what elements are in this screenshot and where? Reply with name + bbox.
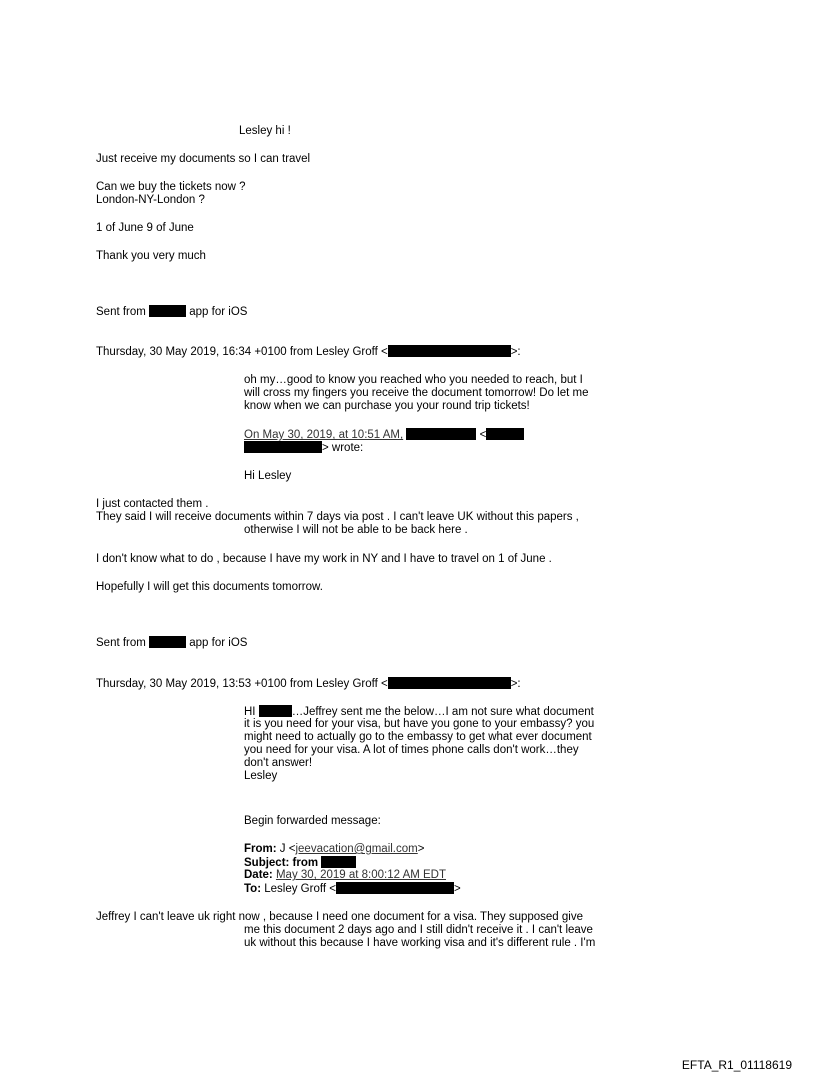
reply-signature: Lesley — [244, 770, 278, 782]
header-text: Thursday, 30 May 2019, 16:34 +0100 from Lesley Groff < — [96, 346, 388, 358]
sent-from-line — [96, 636, 247, 650]
redaction-box — [336, 882, 454, 894]
header-text: Thursday, 30 May 2019, 13:53 +0100 from Lesley Groff < — [96, 678, 388, 690]
quote-line-2 — [244, 441, 363, 455]
reply-line: you need for your visa. A lot of times phone calls don't work…they — [244, 744, 579, 756]
body-line: Jeffrey I can't leave uk right now , because I need one document for a visa. They supposed give — [96, 911, 583, 923]
email-header — [96, 345, 521, 359]
fwd-from-line — [244, 843, 424, 856]
redaction-box — [486, 428, 524, 440]
reply-line: don't answer! — [244, 757, 313, 769]
sent-from-suffix: app for iOS — [189, 637, 248, 649]
redaction-box — [321, 856, 356, 868]
fwd-subject-line — [244, 856, 356, 870]
fwd-to-end: > — [453, 883, 461, 895]
body-line: Hopefully I will get this documents tomorrow. — [96, 581, 323, 593]
sent-from-prefix: Sent from — [96, 637, 146, 649]
quote-wrote: > wrote: — [322, 442, 364, 454]
fwd-from-end: > — [417, 843, 425, 855]
email-header — [96, 677, 521, 691]
reply-line: it is you need for your visa, but have you gone to your embassy? you — [244, 718, 595, 730]
greeting: Lesley hi ! — [239, 125, 291, 137]
body-line: uk without this because I have working visa and it's different rule . I'm — [244, 937, 596, 949]
body-line: I don't know what to do , because I have my work in NY and I have to travel on 1 of June . — [96, 553, 552, 565]
redaction-box — [244, 441, 322, 453]
reply-line: oh my…good to know you reached who you needed to reach, but I — [244, 374, 583, 386]
fwd-to-line — [244, 882, 461, 896]
reply-line — [244, 705, 594, 719]
fwd-date-value: May 30, 2019 at 8:00:12 AM EDT — [275, 869, 447, 881]
redaction-box — [388, 345, 511, 357]
body-line: Thank you very much — [96, 250, 206, 262]
redaction-box — [388, 677, 511, 689]
body-line: They said I will receive documents within 7 days via post . I can't leave UK without this papers , — [96, 511, 579, 523]
redaction-box — [259, 705, 292, 717]
sent-from-prefix: Sent from — [96, 306, 146, 318]
fwd-subject-label: Subject: from — [244, 857, 319, 869]
body-line: Hi Lesley — [244, 470, 292, 482]
body-line: otherwise I will not be able to be back here . — [244, 524, 468, 536]
reply-line: know when we can purchase you your round trip tickets! — [244, 400, 530, 412]
body-line: London-NY-London ? — [96, 194, 205, 206]
header-suffix: >: — [510, 678, 521, 690]
fwd-to-label: To: — [244, 883, 262, 895]
quote-lt: < — [479, 429, 487, 441]
fwd-from-label: From: — [244, 843, 277, 855]
redaction-box — [149, 305, 186, 317]
fwd-date-label: Date: — [244, 869, 273, 881]
quote-line — [244, 428, 524, 442]
reply-line: will cross my fingers you receive the document tomorrow! Do let me — [244, 387, 589, 399]
body-line: I just contacted them . — [96, 498, 209, 510]
redaction-box — [406, 428, 476, 440]
fwd-date-line — [244, 869, 446, 882]
document-id: EFTA_R1_01118619 — [681, 1058, 792, 1072]
body-line: Can we buy the tickets now ? — [96, 181, 246, 193]
fwd-from-value: J < — [279, 843, 296, 855]
body-line: Just receive my documents so I can travel — [96, 153, 311, 165]
redaction-box — [149, 636, 186, 648]
body-line: me this document 2 days ago and I still didn't receive it . I can't leave — [244, 924, 593, 936]
quote-prefix: On May 30, 2019, at 10:51 AM, — [244, 429, 404, 441]
body-line: 1 of June 9 of June — [96, 222, 194, 234]
reply-text: …Jeffrey sent me the below…I am not sure what document — [291, 706, 594, 718]
sent-from-suffix: app for iOS — [189, 306, 248, 318]
fwd-from-email[interactable]: jeevacation@gmail.com — [295, 843, 418, 855]
reply-hi: HI — [244, 706, 256, 718]
sent-from-line — [96, 305, 247, 319]
fwd-to-value: Lesley Groff < — [264, 883, 336, 895]
forwarded-label: Begin forwarded message: — [244, 815, 381, 827]
header-suffix: >: — [510, 346, 521, 358]
reply-line: might need to actually go to the embassy to get what ever document — [244, 731, 592, 743]
